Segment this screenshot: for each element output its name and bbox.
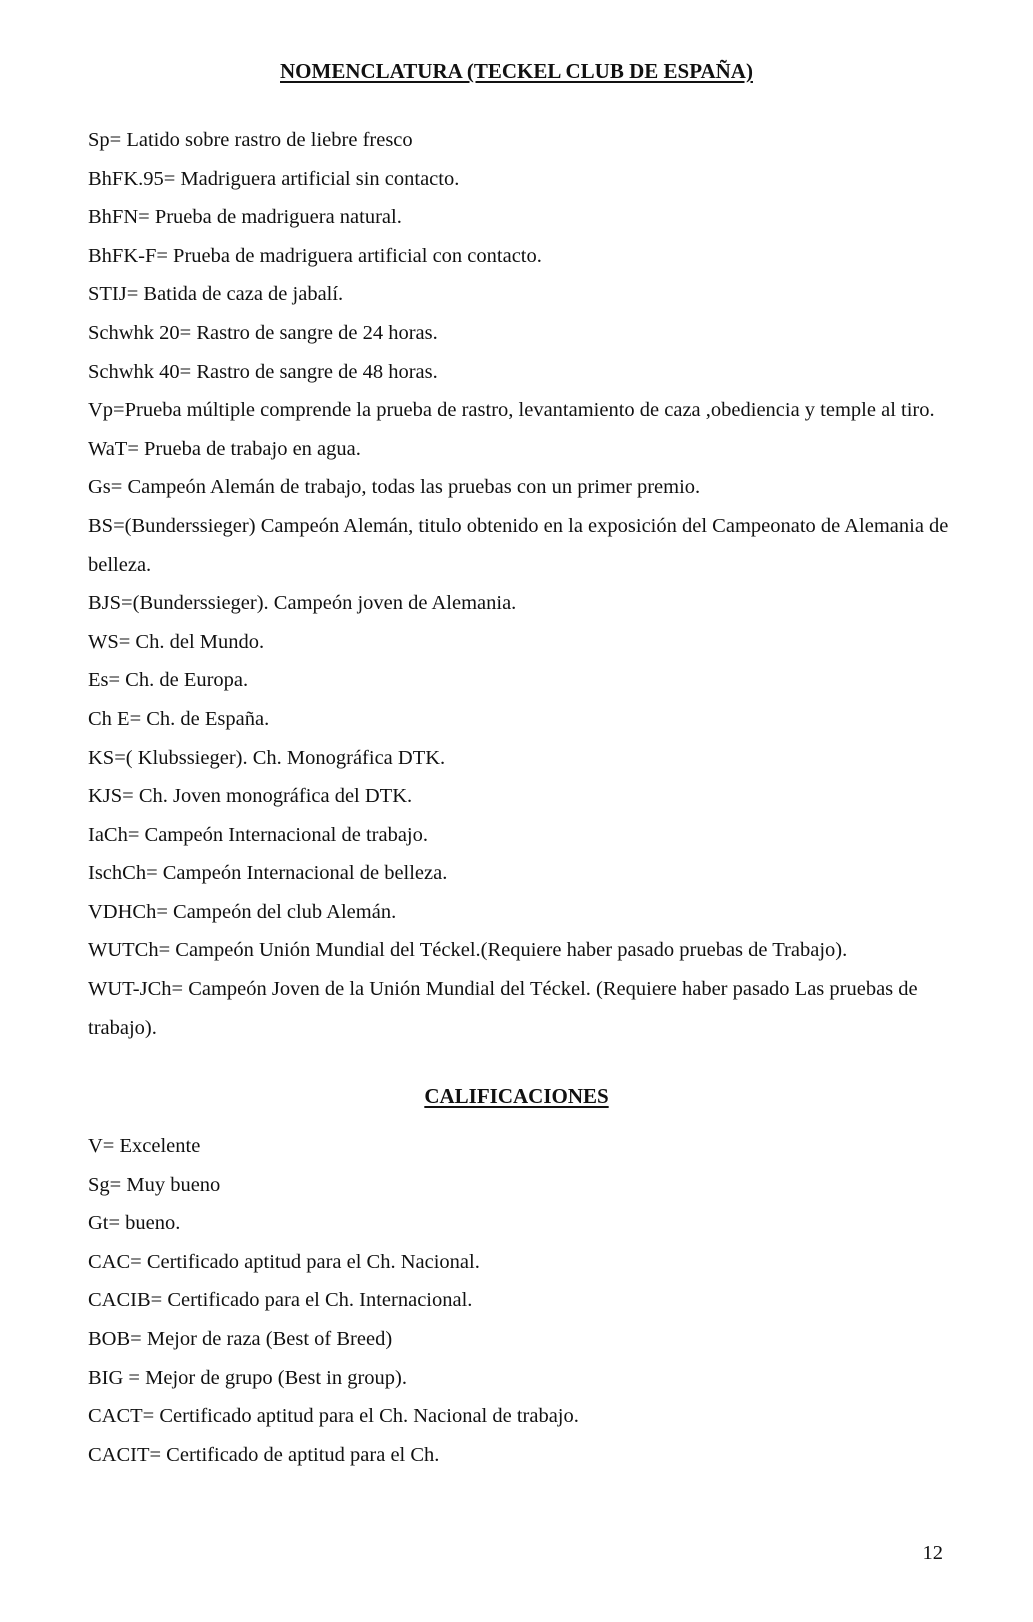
section-heading: CALIFICACIONES — [424, 1084, 609, 1108]
calificacion-item: CACIB= Certificado para el Ch. Internacional. — [88, 1289, 473, 1312]
calificaciones-list — [88, 1127, 958, 1474]
nomenclatura-item: IschCh= Campeón Internacional de belleza. — [88, 862, 448, 885]
nomenclatura-item: WS= Ch. del Mundo. — [88, 630, 265, 653]
nomenclatura-item: BS=(Bunderssieger) Campeón Alemán, titulo obtenido en la exposición del Campeonato de Alemania de belleza. — [88, 514, 949, 576]
nomenclatura-item: Sp= Latido sobre rastro de liebre fresco — [88, 129, 413, 151]
calificacion-item: CAC= Certificado aptitud para el Ch. Nacional. — [88, 1250, 480, 1273]
nomenclatura-item: WUTCh= Campeón Unión Mundial del Téckel.(Requiere haber pasado pruebas de Trabajo). — [88, 939, 848, 962]
nomenclatura-item: KJS= Ch. Joven monográfica del DTK. — [88, 785, 413, 808]
calificacion-item: V= Excelente — [88, 1135, 201, 1157]
calificacion-item: BIG = Mejor de grupo (Best in group). — [88, 1366, 408, 1389]
nomenclatura-item: Schwhk 40= Rastro de sangre de 48 horas. — [88, 360, 438, 383]
nomenclatura-item: VDHCh= Campeón del club Alemán. — [88, 900, 397, 923]
nomenclatura-list — [88, 121, 958, 1047]
page-number: 12 — [922, 1542, 943, 1564]
nomenclatura-item: Es= Ch. de Europa. — [88, 669, 249, 692]
nomenclatura-item: STIJ= Batida de caza de jabalí. — [88, 283, 344, 306]
nomenclatura-item: Schwhk 20= Rastro de sangre de 24 horas. — [88, 321, 438, 344]
nomenclatura-item: BhFN= Prueba de madriguera natural. — [88, 206, 402, 229]
nomenclatura-item: Ch E= Ch. de España. — [88, 707, 270, 730]
nomenclatura-item: Vp=Prueba múltiple comprende la prueba de rastro, levantamiento de caza ,obediencia y temple al tiro. — [88, 399, 935, 422]
nomenclatura-item: WUT-JCh= Campeón Joven de la Unión Mundial del Téckel. (Requiere haber pasado Las pruebas de trabajo). — [88, 978, 918, 1039]
calificacion-item: Gt= bueno. — [88, 1212, 181, 1235]
nomenclatura-item: BJS=(Bunderssieger). Campeón joven de Alemania. — [88, 592, 517, 615]
page-title: NOMENCLATURA (TECKEL CLUB DE ESPAÑA) — [280, 59, 753, 83]
nomenclatura-item: KS=( Klubssieger). Ch. Monográfica DTK. — [88, 746, 446, 769]
nomenclatura-item: WaT= Prueba de trabajo en agua. — [88, 437, 361, 460]
nomenclatura-item: BhFK.95= Madriguera artificial sin contacto. — [88, 167, 460, 190]
calificacion-item: CACIT= Certificado de aptitud para el Ch. — [88, 1443, 440, 1466]
calificacion-item: Sg= Muy bueno — [88, 1173, 221, 1196]
calificacion-item: BOB= Mejor de raza (Best of Breed) — [88, 1327, 393, 1350]
nomenclatura-item: BhFK-F= Prueba de madriguera artificial con contacto. — [88, 244, 542, 267]
calificacion-item: CACT= Certificado aptitud para el Ch. Nacional de trabajo. — [88, 1405, 579, 1428]
nomenclatura-item: Gs= Campeón Alemán de trabajo, todas las pruebas con un primer premio. — [88, 476, 701, 499]
nomenclatura-item: IaCh= Campeón Internacional de trabajo. — [88, 823, 429, 846]
